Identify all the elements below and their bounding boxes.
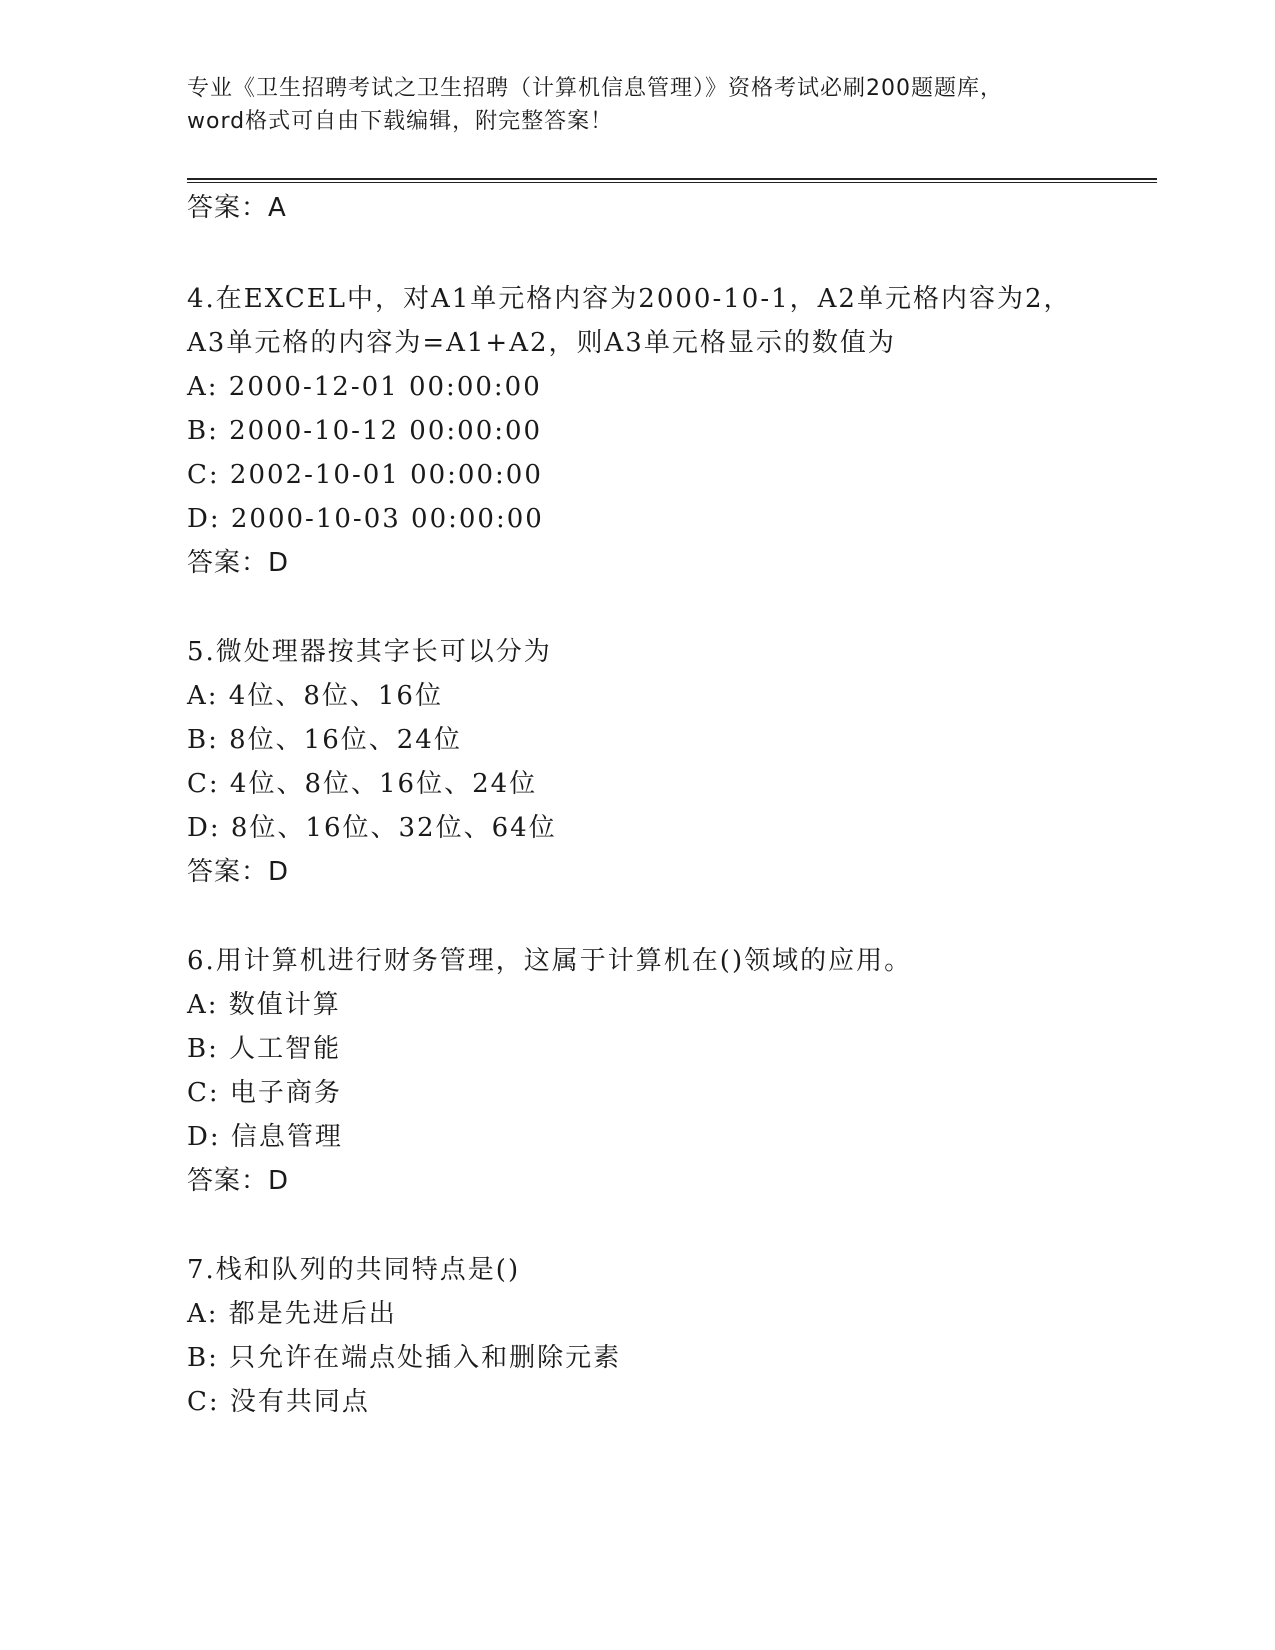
question-4-stem-line-2: A3单元格的内容为=A1+A2，则A3单元格显示的数值为 [187,328,896,358]
question-5-stem: 5.微处理器按其字长可以分为 [187,637,552,667]
question-7-option-c: C: 没有共同点 [187,1387,370,1417]
question-4-option-b: B: 2000-10-12 00:00:00 [187,416,543,446]
question-6-stem: 6.用计算机进行财务管理，这属于计算机在()领域的应用。 [187,946,913,976]
question-6-answer: 答案：D [187,1166,290,1196]
header-divider [187,178,1157,183]
question-6-option-d: D: 信息管理 [187,1122,343,1152]
header-line-1: 专业《卫生招聘考试之卫生招聘（计算机信息管理）》资格考试必刷200题题库， [187,76,1003,101]
question-7-option-a: A: 都是先进后出 [187,1299,397,1329]
question-7-option-b: B: 只允许在端点处插入和删除元素 [187,1343,622,1373]
question-6-option-b: B: 人工智能 [187,1034,342,1064]
question-6-option-a: A: 数值计算 [187,990,341,1020]
question-5-answer: 答案：D [187,857,290,887]
question-5-option-b: B: 8位、16位、24位 [187,725,462,755]
question-4-option-c: C: 2002-10-01 00:00:00 [187,460,543,490]
header-line-2: word格式可自由下载编辑，附完整答案！ [187,109,614,134]
question-7-stem: 7.栈和队列的共同特点是() [187,1255,521,1285]
question-4-stem-line-1: 4.在EXCEL中，对A1单元格内容为2000-10-1，A2单元格内容为2， [187,284,1072,314]
question-5-option-a: A: 4位、8位、16位 [187,681,443,711]
answer-line: 答案：A [187,193,287,223]
question-4-answer: 答案：D [187,548,290,578]
question-4-option-a: A: 2000-12-01 00:00:00 [187,372,542,402]
question-6-option-c: C: 电子商务 [187,1078,342,1108]
question-4-option-d: D: 2000-10-03 00:00:00 [187,504,544,534]
page-header [187,72,1087,138]
question-5-option-d: D: 8位、16位、32位、64位 [187,813,557,843]
question-5-option-c: C: 4位、8位、16位、24位 [187,769,538,799]
